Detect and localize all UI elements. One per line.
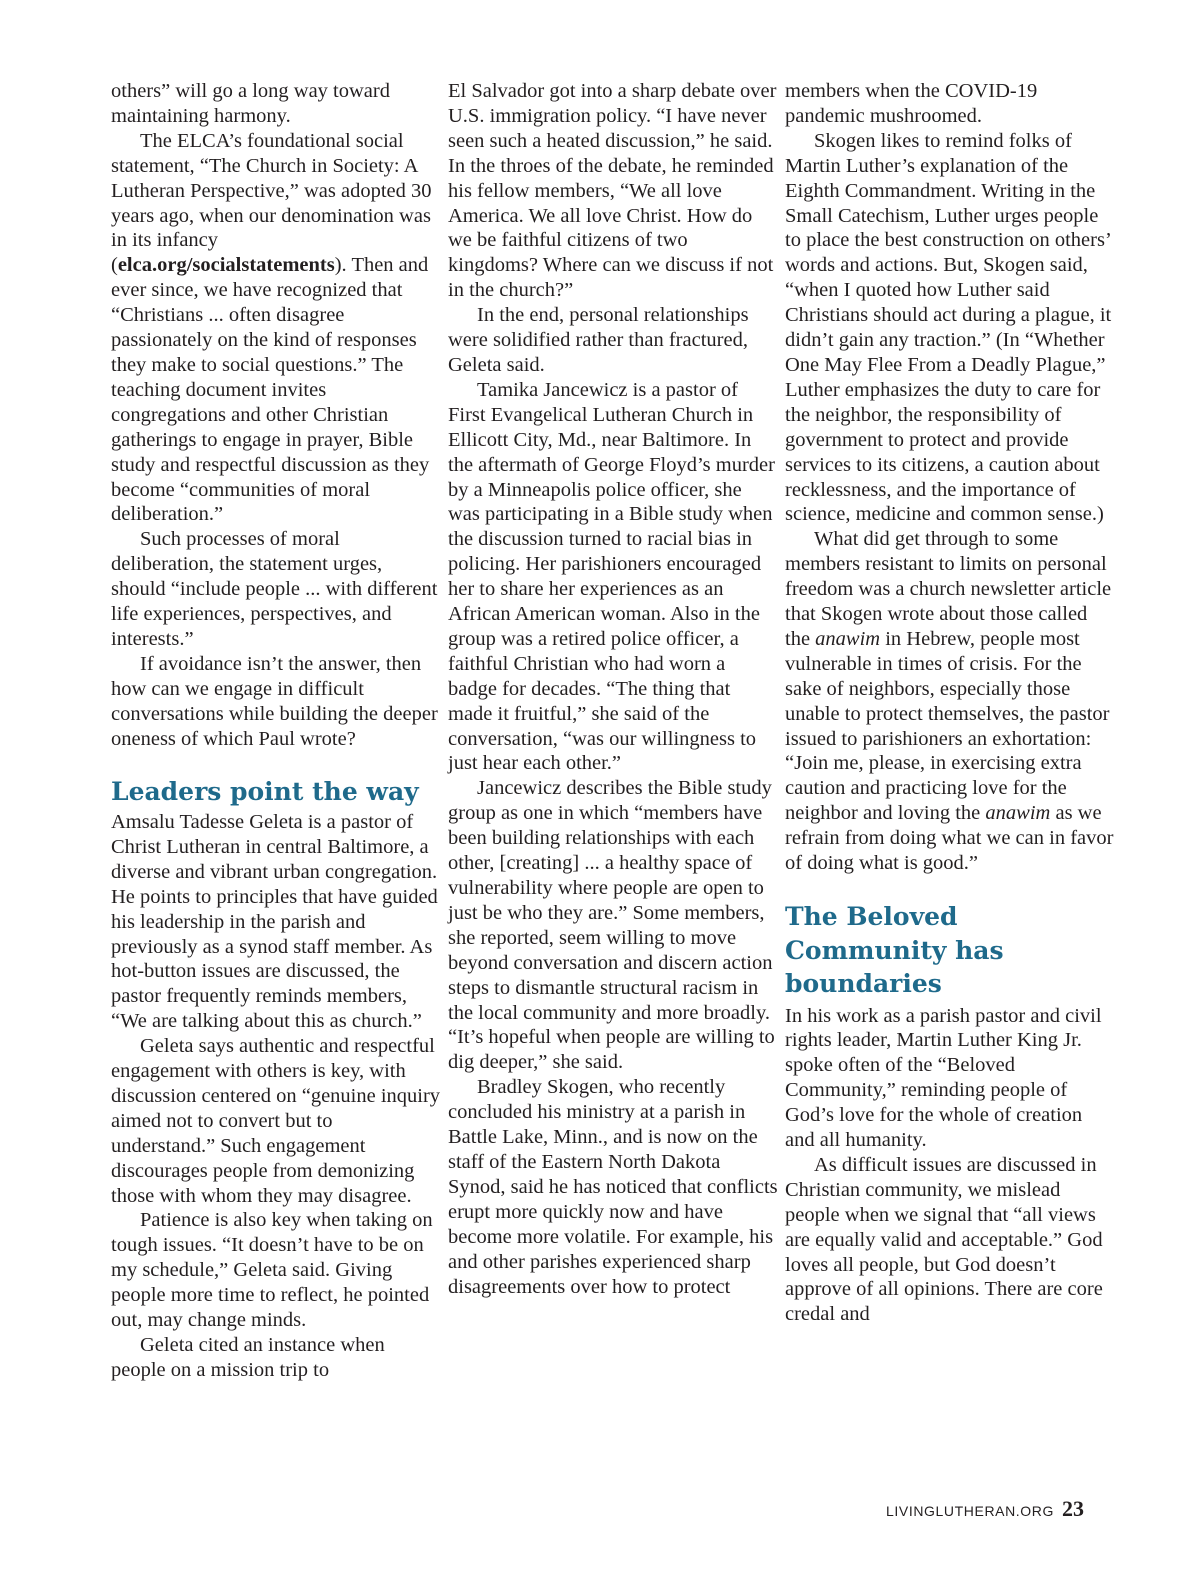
page-footer <box>886 1496 1084 1522</box>
text-run: in Hebrew, people most vulnerable in times of crisis. For the sake of neighbors, especially those unable to protect themselves, the pastor issued to parishioners an exhortation: “Join me, please, in exercising extra caution and practicing love for the neighbor and loving the <box>785 627 1110 825</box>
paragraph: Amsalu Tadesse Geleta is a pastor of Christ Lutheran in central Baltimore, a diverse and vibrant urban congregation. He points to principles that have guided his leadership in the parish and previously as a synod staff member. As hot-button issues are discussed, the pastor frequently reminds members, “We are talking about this as church.” <box>111 810 438 1033</box>
paragraph <box>785 527 1115 876</box>
paragraph: In his work as a parish pastor and civil rights leader, Martin Luther King Jr. spoke often of the “Beloved Community,” reminding people of God’s love for the whole of creation and all humanity. <box>785 1004 1102 1152</box>
footer-site-url[interactable]: LIVINGLUTHERAN.ORG <box>886 1503 1054 1519</box>
text-run: The ELCA’s foundational social statement, “The Church in Society: A Lutheran Perspective,” was adopted 30 years ago, when our denomination was in its infancy ( <box>111 129 432 277</box>
page-number: 23 <box>1062 1496 1084 1521</box>
paragraph: others” will go a long way toward maintaining harmony. <box>111 80 390 127</box>
text-run: ). Then and ever since, we have recognized that “Christians ... often disagree passionately on the kind of responses they make to social questions.” The teaching document invites congregations and other Christian gatherings to engage in prayer, Bible study and respectful discussion as they become “communities of moral deliberation.” <box>111 254 430 526</box>
paragraph: If avoidance isn’t the answer, then how can we engage in difficult conversations while building the deeper oneness of which Paul wrote? <box>111 652 438 750</box>
text-run: as we refrain from doing what we can in favor of doing what is good.” <box>785 802 1114 875</box>
paragraph: Geleta says authentic and respectful engagement with others is key, with discussion centered on “genuine inquiry aimed not to convert but to understand.” Such engagement discourages people from demonizing those with whom they may disagree. <box>111 1035 441 1207</box>
section-heading-leaders: Leaders point the way <box>111 777 419 807</box>
paragraph: Such processes of moral deliberation, the statement urges, should “include people ... with different life experiences, perspectives, and interests.” <box>111 528 438 650</box>
italic-term: anawim <box>985 802 1051 825</box>
paragraph: Tamika Jancewicz is a pastor of First Evangelical Lutheran Church in Ellicott City, Md., near Baltimore. In the aftermath of George Floyd’s murder by a Minneapolis police officer, she was participating in a Bible study when the discussion turned to racial bias in policing. Her parishioners encouraged her to share her experiences as an African American woman. Also in the group was a retired police officer, a faithful Christian who had worn a badge for decades. “The thing that made it fruitful,” she said of the conversation, “was our willingness to just hear each other.” <box>448 378 775 775</box>
italic-term: anawim <box>815 627 881 650</box>
paragraph: members when the COVID-19 pandemic mushroomed. <box>785 80 1038 127</box>
article-column-1 <box>111 79 441 1383</box>
paragraph: El Salvador got into a sharp debate over U.S. immigration policy. “I have never seen such a heated discussion,” he said. In the throes of the debate, he reminded his fellow members, “We all love America. We all love Christ. How do we be faithful citizens of two kingdoms? Where can we discuss if not in the church?” <box>448 80 777 302</box>
paragraph: Skogen likes to remind folks of Martin Luther’s explanation of the Eighth Commandment. Writing in the Small Catechism, Luther urges people to place the best construction on others’ words and actions. But, Skogen said, “when I quoted how Luther said Christians should act during a plague, it didn’t gain any traction.” (In “Whether One May Flee From a Deadly Plague,” Luther emphasizes the duty to care for the neighbor, the responsibility of government to protect and provide services to its citizens, a caution about recklessness, and the importance of science, medicine and common sense.) <box>785 129 1112 526</box>
paragraph: Bradley Skogen, who recently concluded his ministry at a parish in Battle Lake, Minn., and is now on the staff of the Eastern North Dakota Synod, said he has noticed that conflicts erupt more quickly now and have become more volatile. For example, his and other parishes experienced sharp disagreements over how to protect <box>448 1076 778 1298</box>
article-column-2 <box>448 79 778 1299</box>
paragraph: Jancewicz describes the Bible study group as one in which “members have been building relationships with each other, [creating] ... a healthy space of vulnerability where people are open to just be who they are.” Some members, she reported, seem willing to move beyond conversation and discern action steps to dismantle structural racism in the local community and more broadly. “It’s hopeful when people are willing to dig deeper,” she said. <box>448 777 775 1074</box>
article-column-3 <box>785 79 1115 1327</box>
paragraph: Geleta cited an instance when people on a mission trip to <box>111 1334 385 1381</box>
section-heading-beloved-community: The Beloved Community has boundaries <box>785 902 1004 998</box>
text-run: What did get through to some members resistant to limits on personal freedom was a church newsletter article that Skogen wrote about those called the <box>785 528 1112 650</box>
paragraph <box>111 129 441 528</box>
paragraph: In the end, personal relationships were solidified rather than fractured, Geleta said. <box>448 304 749 376</box>
paragraph: As difficult issues are discussed in Christian community, we mislead people when we signal that “all views are equally valid and acceptable.” God loves all people, but God doesn’t approve of all opinions. There are core credal and <box>785 1153 1103 1326</box>
paragraph: Patience is also key when taking on tough issues. “It doesn’t have to be on my schedule,” Geleta said. Giving people more time to reflect, he pointed out, may change minds. <box>111 1209 433 1332</box>
link-elca-socialstatements[interactable]: elca.org/socialstatements <box>117 254 335 277</box>
